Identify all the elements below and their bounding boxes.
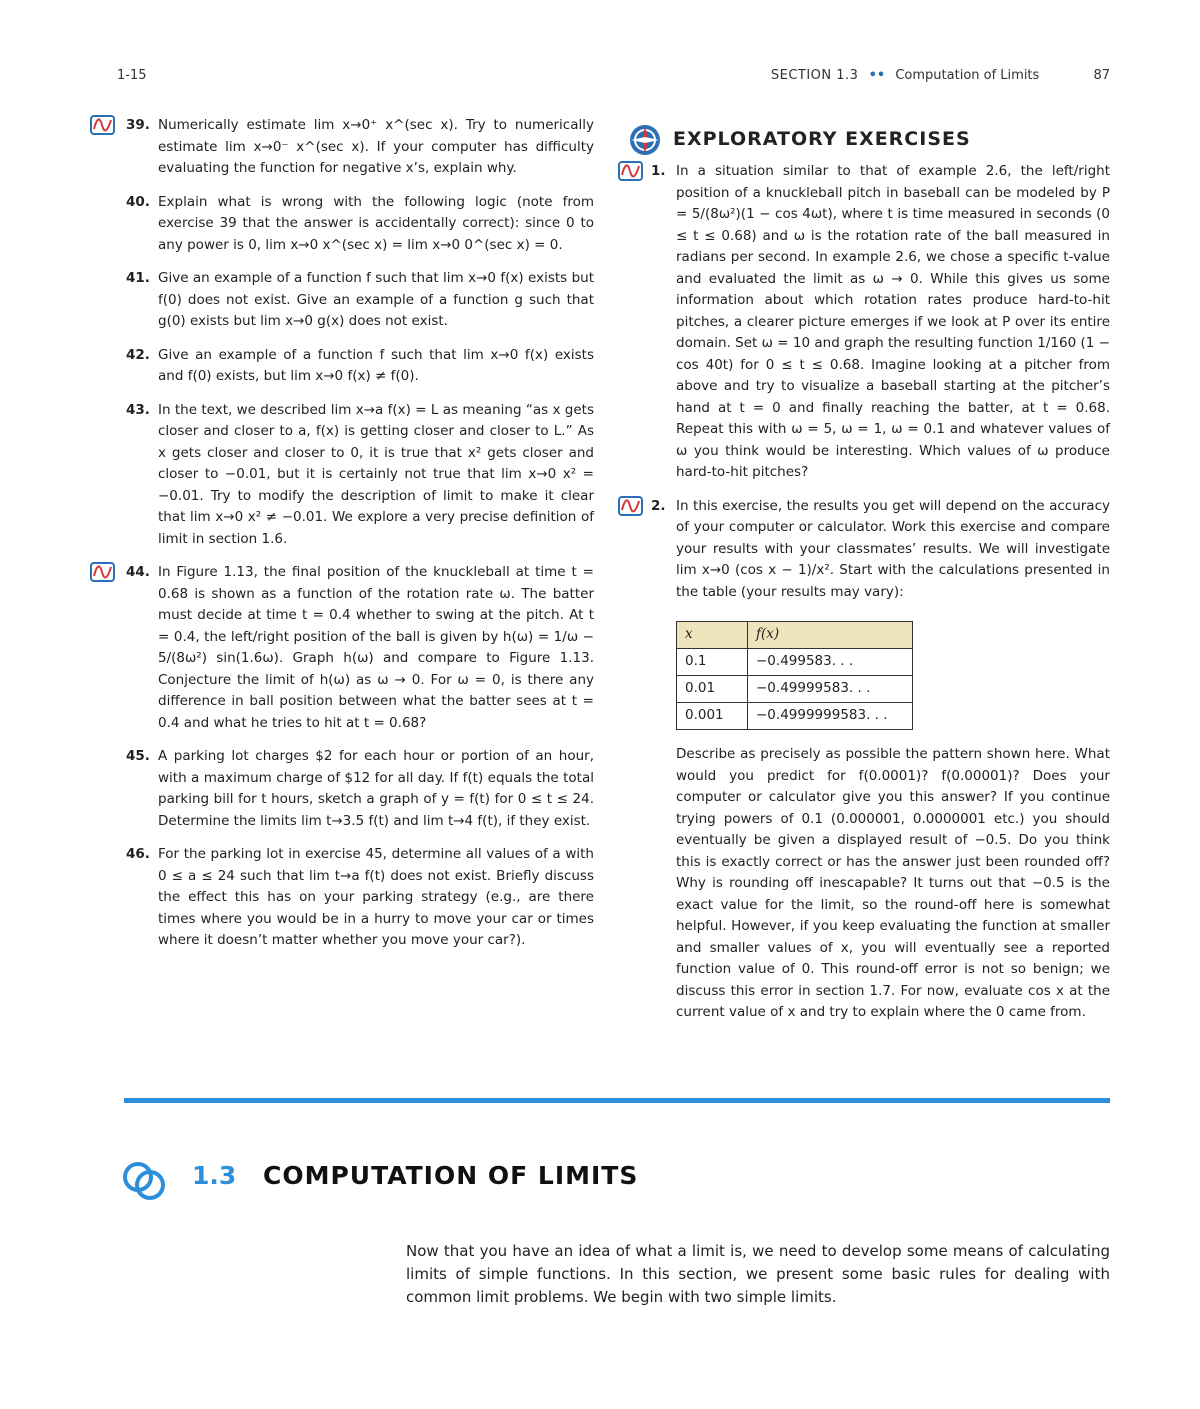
graphing-calculator-icon: [90, 562, 115, 582]
table-cell: 0.1: [677, 649, 748, 676]
exercise-text: Numerically estimate lim x→0⁺ x^(sec x). Try to numerically estimate lim x→0⁻ x^(sec x). If your computer has difficulty evaluating the function for negative x’s, explain why.: [158, 117, 594, 176]
column-header: x: [677, 622, 748, 649]
table-cell: 0.01: [677, 676, 748, 703]
exploratory-title: EXPLORATORY EXERCISES: [673, 128, 971, 150]
exercise-text: In this exercise, the results you get will depend on the accuracy of your computer or calculator. Work this exercise and compare your results with your classmates’ results. We will investigate lim x→0 (cos x − 1)/x². Start with the calculations presented in the table (your results may vary):: [676, 497, 1110, 600]
exercise-45: [90, 746, 594, 832]
exercise-text: A parking lot charges $2 for each hour or portion of an hour, with a maximum charge of $12 for all day. If f(t) equals the total parking bill for t hours, sketch a graph of y = f(t) for 0 ≤ t ≤ 24. Determine the limits lim t→3.5 f(t) and lim t→4 f(t), if they exist.: [158, 748, 594, 829]
exercise-44: [90, 562, 594, 734]
exercise-2-continuation: Describe as precisely as possible the pattern shown here. What would you predict for f(0.0001)? f(0.00001)? Does your computer or calculator give you this answer? If you continue trying powers of 0.1 (0.000001, 0.0000001 etc.) you should eventually be given a displayed result of −0.5. Do you think this is exactly correct or has the answer just been rounded off? Why is rounding off inescapable? It turns out that −0.5 is the exact value for the limit, so the round-off here is somewhat helpful. However, if you keep evaluating the function at smaller and smaller values of x, you will eventually see a reported function value of 0. This round-off error is not so benign; we discuss this error in section 1.7. For now, evaluate cos x at the current value of x and try to explain where the 0 came from.: [676, 746, 1110, 1020]
exercise-40: [90, 192, 594, 257]
exercise-41: [90, 268, 594, 333]
graphing-calculator-icon: [618, 496, 643, 516]
table-row: [677, 676, 913, 703]
page-number: 87: [1093, 68, 1110, 83]
graphing-calculator-icon: [618, 161, 643, 181]
table-cell: −0.49999583. . .: [748, 676, 913, 703]
values-table: [676, 621, 913, 730]
exercise-text: Give an example of a function f such that lim x→0 f(x) exists but f(0) does not exist. Give an example of a function g such that g(0) exists but lim x→0 g(x) does not exist.: [158, 270, 594, 329]
table-row: [677, 703, 913, 730]
exploratory-heading: [618, 123, 1110, 153]
exercise-42: [90, 345, 594, 388]
exercise-text: Explain what is wrong with the following logic (note from exercise 39 that the answer is accidentally correct): since 0 to any power is 0, lim x→0 x^(sec x) = lim x→0 0^(sec x) = 0.: [158, 193, 594, 253]
exercise-46: [90, 844, 594, 952]
exercise-43: [90, 400, 594, 551]
left-column: [90, 115, 594, 964]
exercise-number: 40.: [126, 193, 150, 210]
section-separator: ••: [868, 68, 886, 83]
table-header-row: [677, 622, 913, 649]
compass-icon: [628, 123, 662, 157]
section-title: COMPUTATION OF LIMITS: [263, 1161, 639, 1190]
exercise-number: 2.: [651, 497, 666, 514]
section-divider: [124, 1098, 1110, 1103]
page-header: [117, 64, 1110, 88]
right-column: [618, 115, 1110, 1024]
section-heading: [120, 1155, 1110, 1205]
exercise-number: 45.: [126, 748, 150, 764]
exercise-number: 44.: [126, 564, 150, 580]
exercise-number: 43.: [126, 401, 150, 418]
page-ref: 1-15: [117, 68, 147, 83]
table-cell: −0.4999999583. . .: [748, 703, 913, 730]
section-label: SECTION 1.3: [770, 68, 859, 83]
exercise-number: 46.: [126, 846, 150, 862]
exercise-text: Give an example of a function f such that lim x→0 f(x) exists and f(0) exists, but lim x→0 f(x) ≠ f(0).: [158, 346, 594, 384]
exercise-text: In a situation similar to that of example 2.6, the left/right position of a knuckleball pitch in baseball can be modeled by P = 5/(8ω²)(1 − cos 4ωt), where t is time measured in seconds (0 ≤ t ≤ 0.68) and ω is the rotation rate of the ball measured in radians per second. In example 2.6, we chose a specific t-value and evaluated the limit as ω → 0. While this gives us some information about which rotation rates produce hard-to-hit pitches, a clearer picture emerges if we look at P over its entire domain. Set ω = 10 and graph the resulting function 1/160 (1 − cos 40t) for 0 ≤ t ≤ 0.68. Imagine looking at a pitcher from above and try to visualize a baseball starting at the pitcher’s hand at t = 0 and finally reaching the batter, at t = 0.68. Repeat this with ω = 5, ω = 1, ω = 0.1 and whatever values of ω you think would be interesting. Which values of ω produce hard-to-hit pitches?: [676, 163, 1110, 480]
exercise-text: In the text, we described lim x→a f(x) = L as meaning “as x gets closer and closer to a, f(x) is getting closer and closer to L.” As x gets closer and closer to 0, it is true that x² gets closer and closer to −0.01, but it is certainly not true that lim x→0 x² = −0.01. Try to modify the description of limit to make it clear that lim x→0 x² ≠ −0.01. We explore a very precise definition of limit in section 1.6.: [158, 401, 594, 547]
exercise-text: For the parking lot in exercise 45, determine all values of a with 0 ≤ a ≤ 24 such that lim t→a f(t) does not exist. Briefly discuss the effect this has on your parking strategy (e.g., are there times where you would be in a hurry to move your car or times where it doesn’t matter whether you move your car?).: [158, 846, 594, 948]
section-number: 1.3: [192, 1161, 237, 1190]
exercise-number: 42.: [126, 346, 150, 363]
section-rings-icon: [120, 1155, 172, 1205]
table-row: [677, 649, 913, 676]
exercise-text: In Figure 1.13, the final position of the knuckleball at time t = 0.68 is shown as a function of the rotation rate ω. The batter must decide at time t = 0.4 whether to swing at the pitch. At t = 0.4, the left/right position of the ball is given by h(ω) = 1/ω − 5/(8ω²) sin(1.6ω). Graph h(ω) and compare to Figure 1.13. Conjecture the limit of h(ω) as ω → 0. For ω = 0, is there any difference in ball position between what the batter sees at t = 0.4 and what he tries to hit at t = 0.68?: [158, 564, 594, 731]
exercise-39: [90, 115, 594, 180]
exploratory-exercise-2: [618, 496, 1110, 604]
section-name: Computation of Limits: [895, 68, 1040, 83]
exploratory-exercise-1: [618, 161, 1110, 484]
table-cell: −0.499583. . .: [748, 649, 913, 676]
section-intro: Now that you have an idea of what a limit is, we need to develop some means of calculating limits of simple functions. In this section, we present some basic rules for dealing with common limit problems. We begin with two simple limits.: [406, 1242, 1110, 1306]
exercise-number: 41.: [126, 270, 150, 286]
graphing-calculator-icon: [90, 115, 115, 135]
exercise-number: 1.: [651, 163, 666, 179]
exercise-number: 39.: [126, 117, 150, 133]
table-cell: 0.001: [677, 703, 748, 730]
column-header: f(x): [748, 622, 913, 649]
running-head: [771, 68, 1110, 83]
